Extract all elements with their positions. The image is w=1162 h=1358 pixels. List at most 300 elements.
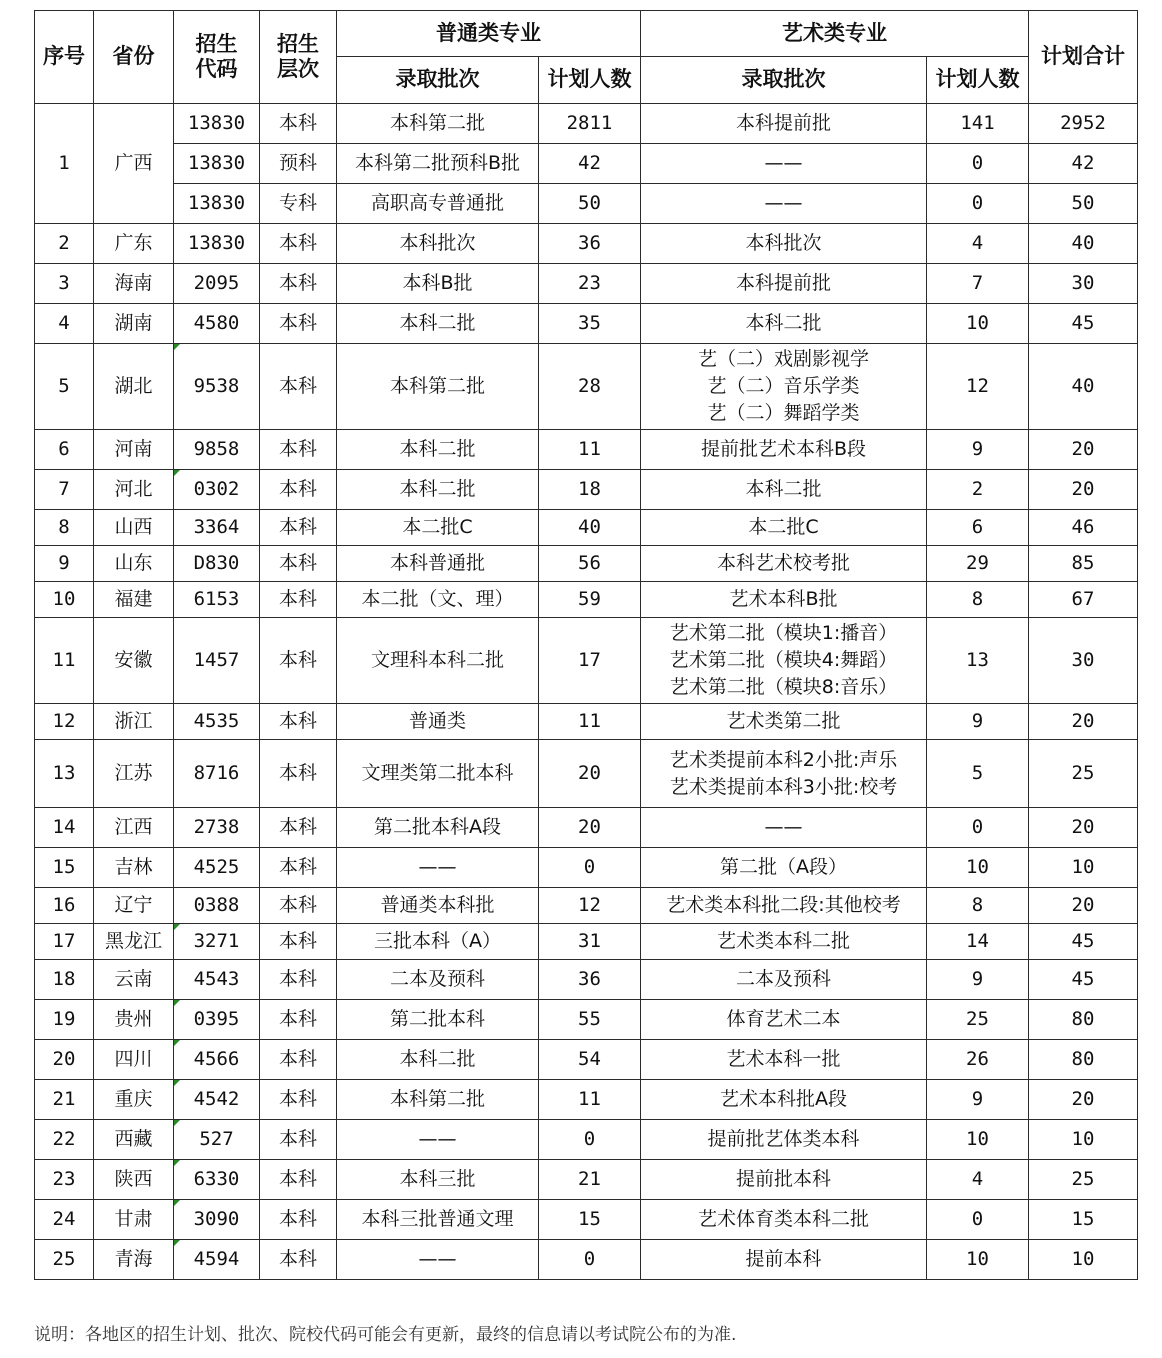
cell-general-batch: 普通类本科批 bbox=[337, 888, 539, 924]
cell-code: 4535 bbox=[174, 704, 260, 740]
cell-general-count: 17 bbox=[539, 618, 641, 704]
cell-seq: 19 bbox=[35, 1000, 94, 1040]
table-row bbox=[35, 470, 1138, 510]
table-row bbox=[35, 924, 1138, 960]
cell-art-count: 5 bbox=[927, 740, 1029, 808]
header-art-batch: 录取批次 bbox=[641, 57, 927, 104]
cell-level: 本科 bbox=[260, 1240, 337, 1280]
cell-general-batch: —— bbox=[337, 1240, 539, 1280]
cell-level: 本科 bbox=[260, 1000, 337, 1040]
cell-level: 本科 bbox=[260, 808, 337, 848]
cell-general-count: 54 bbox=[539, 1040, 641, 1080]
cell-total: 80 bbox=[1029, 1000, 1138, 1040]
cell-art-batch bbox=[641, 888, 927, 924]
cell-general-count: 31 bbox=[539, 924, 641, 960]
art-batch-line: 艺术第二批（模块8:音乐） bbox=[669, 676, 898, 698]
cell-total: 10 bbox=[1029, 848, 1138, 888]
art-batch-line: 艺术本科B批 bbox=[729, 588, 838, 611]
cell-province: 浙江 bbox=[94, 704, 174, 740]
cell-general-count: 55 bbox=[539, 1000, 641, 1040]
table-row bbox=[35, 1040, 1138, 1080]
cell-art-count: 8 bbox=[927, 888, 1029, 924]
cell-total: 20 bbox=[1029, 430, 1138, 470]
cell-total: 45 bbox=[1029, 924, 1138, 960]
cell-province: 贵州 bbox=[94, 1000, 174, 1040]
cell-art-count: 2 bbox=[927, 470, 1029, 510]
cell-province: 河北 bbox=[94, 470, 174, 510]
cell-art-count: 10 bbox=[927, 304, 1029, 344]
header-general-group: 普通类专业 bbox=[337, 11, 641, 57]
cell-general-count: 59 bbox=[539, 582, 641, 618]
cell-general-batch: 本二批C bbox=[337, 510, 539, 546]
cell-total: 50 bbox=[1029, 184, 1138, 224]
table-row bbox=[35, 808, 1138, 848]
art-batch-line: 提前批本科 bbox=[735, 1168, 831, 1191]
cell-seq: 24 bbox=[35, 1200, 94, 1240]
art-batch-line: 艺术类提前本科2小批:声乐 bbox=[669, 748, 898, 771]
cell-art-count: 9 bbox=[927, 430, 1029, 470]
cell-art-batch bbox=[641, 510, 927, 546]
cell-code: 4594 bbox=[174, 1240, 260, 1280]
cell-general-count: 12 bbox=[539, 888, 641, 924]
cell-total: 20 bbox=[1029, 888, 1138, 924]
cell-total: 45 bbox=[1029, 960, 1138, 1000]
cell-seq: 10 bbox=[35, 582, 94, 618]
cell-total: 85 bbox=[1029, 546, 1138, 582]
cell-general-count: 35 bbox=[539, 304, 641, 344]
art-batch-line: —— bbox=[764, 192, 803, 215]
cell-art-count: 14 bbox=[927, 924, 1029, 960]
footnote: 说明：各地区的招生计划、批次、院校代码可能会有更新，最终的信息请以考试院公布的为准. bbox=[34, 1325, 737, 1345]
cell-province: 四川 bbox=[94, 1040, 174, 1080]
cell-general-batch: 本科第二批预科B批 bbox=[337, 144, 539, 184]
table-row bbox=[35, 510, 1138, 546]
cell-code: 0388 bbox=[174, 888, 260, 924]
cell-code: 6330 bbox=[174, 1160, 260, 1200]
cell-province: 西藏 bbox=[94, 1120, 174, 1160]
cell-general-batch: 本科第二批 bbox=[337, 1080, 539, 1120]
cell-level: 预科 bbox=[260, 144, 337, 184]
cell-level: 本科 bbox=[260, 1080, 337, 1120]
cell-code: 3090 bbox=[174, 1200, 260, 1240]
cell-general-count: 2811 bbox=[539, 104, 641, 144]
art-batch-line: 艺（二）音乐学类 bbox=[707, 375, 860, 397]
cell-level: 本科 bbox=[260, 1040, 337, 1080]
art-batch-line: 艺术类本科批二段:其他校考 bbox=[666, 894, 901, 917]
cell-art-count: 9 bbox=[927, 1080, 1029, 1120]
cell-code: 3271 bbox=[174, 924, 260, 960]
cell-general-batch: 本科二批 bbox=[337, 470, 539, 510]
table-row bbox=[35, 740, 1138, 808]
cell-general-batch: 本科普通批 bbox=[337, 546, 539, 582]
cell-province: 云南 bbox=[94, 960, 174, 1000]
cell-general-count: 11 bbox=[539, 1080, 641, 1120]
cell-province: 福建 bbox=[94, 582, 174, 618]
art-batch-line: —— bbox=[764, 152, 803, 175]
cell-general-batch: 本科二批 bbox=[337, 1040, 539, 1080]
cell-code: D830 bbox=[174, 546, 260, 582]
table-row bbox=[35, 224, 1138, 264]
cell-art-batch bbox=[641, 1160, 927, 1200]
cell-art-batch bbox=[641, 924, 927, 960]
cell-seq: 11 bbox=[35, 618, 94, 704]
art-batch-line: 本科艺术校考批 bbox=[716, 552, 850, 575]
table-row bbox=[35, 888, 1138, 924]
table-row bbox=[35, 960, 1138, 1000]
cell-code: 3364 bbox=[174, 510, 260, 546]
cell-total: 45 bbox=[1029, 304, 1138, 344]
cell-general-count: 40 bbox=[539, 510, 641, 546]
cell-art-count: 10 bbox=[927, 1240, 1029, 1280]
cell-general-count: 56 bbox=[539, 546, 641, 582]
cell-art-batch bbox=[641, 184, 927, 224]
table-row bbox=[35, 618, 1138, 704]
art-batch-line: 提前本科 bbox=[745, 1248, 822, 1271]
cell-total: 10 bbox=[1029, 1240, 1138, 1280]
cell-general-count: 18 bbox=[539, 470, 641, 510]
cell-seq: 13 bbox=[35, 740, 94, 808]
art-batch-line: 艺术类本科二批 bbox=[716, 930, 850, 953]
cell-art-count: 25 bbox=[927, 1000, 1029, 1040]
cell-general-batch: 本科三批普通文理 bbox=[337, 1200, 539, 1240]
table-row bbox=[35, 1160, 1138, 1200]
cell-art-batch bbox=[641, 224, 927, 264]
table-row bbox=[35, 848, 1138, 888]
cell-art-batch bbox=[641, 1000, 927, 1040]
cell-general-count: 0 bbox=[539, 1240, 641, 1280]
header-level: 招生 层次 bbox=[260, 11, 337, 104]
cell-code: 13830 bbox=[174, 144, 260, 184]
cell-code: 13830 bbox=[174, 224, 260, 264]
enrollment-plan-table bbox=[34, 10, 1138, 1280]
art-batch-line: 二本及预科 bbox=[735, 968, 831, 991]
cell-general-count: 0 bbox=[539, 848, 641, 888]
cell-seq: 8 bbox=[35, 510, 94, 546]
cell-code: 4566 bbox=[174, 1040, 260, 1080]
table-row bbox=[35, 1080, 1138, 1120]
cell-art-batch bbox=[641, 1120, 927, 1160]
cell-general-count: 20 bbox=[539, 808, 641, 848]
cell-level: 本科 bbox=[260, 960, 337, 1000]
cell-seq: 21 bbox=[35, 1080, 94, 1120]
cell-code: 13830 bbox=[174, 104, 260, 144]
cell-seq: 16 bbox=[35, 888, 94, 924]
art-batch-line: 艺术类提前本科3小批:校考 bbox=[669, 775, 898, 798]
cell-art-batch bbox=[641, 104, 927, 144]
header-general-batch: 录取批次 bbox=[337, 57, 539, 104]
cell-art-count: 10 bbox=[927, 848, 1029, 888]
cell-province: 山东 bbox=[94, 546, 174, 582]
cell-level: 本科 bbox=[260, 582, 337, 618]
cell-code: 13830 bbox=[174, 184, 260, 224]
cell-general-batch: 本科二批 bbox=[337, 430, 539, 470]
cell-general-batch: 本科三批 bbox=[337, 1160, 539, 1200]
table-row bbox=[35, 344, 1138, 430]
cell-total: 40 bbox=[1029, 344, 1138, 430]
table-header bbox=[35, 11, 1138, 104]
cell-level: 本科 bbox=[260, 104, 337, 144]
cell-total: 80 bbox=[1029, 1040, 1138, 1080]
cell-general-count: 50 bbox=[539, 184, 641, 224]
cell-seq: 9 bbox=[35, 546, 94, 582]
cell-general-batch: 本科二批 bbox=[337, 304, 539, 344]
cell-code: 9858 bbox=[174, 430, 260, 470]
cell-general-batch: 第二批本科 bbox=[337, 1000, 539, 1040]
cell-art-count: 26 bbox=[927, 1040, 1029, 1080]
cell-province: 河南 bbox=[94, 430, 174, 470]
cell-art-count: 6 bbox=[927, 510, 1029, 546]
art-batch-line: 艺术本科一批 bbox=[726, 1048, 841, 1071]
art-batch-line: 艺（二）舞蹈学类 bbox=[707, 402, 860, 424]
cell-art-count: 10 bbox=[927, 1120, 1029, 1160]
cell-general-batch: 高职高专普通批 bbox=[337, 184, 539, 224]
cell-code: 0302 bbox=[174, 470, 260, 510]
cell-general-count: 20 bbox=[539, 740, 641, 808]
cell-art-batch bbox=[641, 1240, 927, 1280]
cell-code: 527 bbox=[174, 1120, 260, 1160]
table-row bbox=[35, 264, 1138, 304]
cell-level: 本科 bbox=[260, 224, 337, 264]
art-batch-line: 艺术类第二批 bbox=[726, 710, 841, 733]
cell-general-batch: —— bbox=[337, 848, 539, 888]
cell-level: 本科 bbox=[260, 924, 337, 960]
header-art-group: 艺术类专业 bbox=[641, 11, 1029, 57]
cell-province: 广西 bbox=[94, 104, 174, 224]
cell-general-count: 36 bbox=[539, 224, 641, 264]
cell-art-batch bbox=[641, 1200, 927, 1240]
cell-art-count: 0 bbox=[927, 1200, 1029, 1240]
cell-general-batch: 普通类 bbox=[337, 704, 539, 740]
cell-level: 本科 bbox=[260, 546, 337, 582]
cell-seq: 22 bbox=[35, 1120, 94, 1160]
cell-general-batch: 本科第二批 bbox=[337, 344, 539, 430]
cell-province: 吉林 bbox=[94, 848, 174, 888]
cell-province: 辽宁 bbox=[94, 888, 174, 924]
cell-art-batch bbox=[641, 1040, 927, 1080]
cell-general-count: 11 bbox=[539, 430, 641, 470]
art-batch-line: 第二批（A段） bbox=[720, 856, 847, 879]
cell-general-count: 0 bbox=[539, 1120, 641, 1160]
cell-art-count: 141 bbox=[927, 104, 1029, 144]
cell-general-batch: 本科B批 bbox=[337, 264, 539, 304]
art-batch-line: 本科二批 bbox=[745, 312, 822, 335]
art-batch-line: 本科批次 bbox=[745, 232, 822, 255]
cell-art-count: 12 bbox=[927, 344, 1029, 430]
cell-province: 广东 bbox=[94, 224, 174, 264]
cell-province: 湖南 bbox=[94, 304, 174, 344]
cell-total: 10 bbox=[1029, 1120, 1138, 1160]
cell-total: 30 bbox=[1029, 264, 1138, 304]
cell-level: 本科 bbox=[260, 1120, 337, 1160]
cell-total: 42 bbox=[1029, 144, 1138, 184]
cell-seq: 17 bbox=[35, 924, 94, 960]
art-batch-line: —— bbox=[764, 816, 803, 839]
cell-total: 25 bbox=[1029, 740, 1138, 808]
cell-level: 本科 bbox=[260, 1160, 337, 1200]
cell-art-batch bbox=[641, 304, 927, 344]
art-batch-line: 艺术第二批（模块1:播音） bbox=[669, 622, 898, 644]
cell-general-count: 28 bbox=[539, 344, 641, 430]
cell-general-batch: 三批本科（A） bbox=[337, 924, 539, 960]
cell-code: 4542 bbox=[174, 1080, 260, 1120]
header-seq: 序号 bbox=[35, 11, 94, 104]
table-row bbox=[35, 546, 1138, 582]
cell-art-batch bbox=[641, 264, 927, 304]
cell-general-count: 23 bbox=[539, 264, 641, 304]
table-row bbox=[35, 1120, 1138, 1160]
cell-seq: 12 bbox=[35, 704, 94, 740]
cell-level: 本科 bbox=[260, 618, 337, 704]
cell-total: 30 bbox=[1029, 618, 1138, 704]
cell-level: 本科 bbox=[260, 848, 337, 888]
cell-seq: 25 bbox=[35, 1240, 94, 1280]
cell-total: 20 bbox=[1029, 470, 1138, 510]
cell-seq: 2 bbox=[35, 224, 94, 264]
cell-general-count: 42 bbox=[539, 144, 641, 184]
table-row bbox=[35, 184, 1138, 224]
cell-province: 重庆 bbox=[94, 1080, 174, 1120]
cell-code: 1457 bbox=[174, 618, 260, 704]
cell-art-batch bbox=[641, 546, 927, 582]
cell-level: 本科 bbox=[260, 510, 337, 546]
cell-province: 湖北 bbox=[94, 344, 174, 430]
cell-level: 专科 bbox=[260, 184, 337, 224]
cell-art-batch bbox=[641, 470, 927, 510]
cell-general-batch: 二本及预科 bbox=[337, 960, 539, 1000]
cell-general-count: 36 bbox=[539, 960, 641, 1000]
cell-province: 黑龙江 bbox=[94, 924, 174, 960]
cell-seq: 15 bbox=[35, 848, 94, 888]
cell-total: 40 bbox=[1029, 224, 1138, 264]
cell-code: 2095 bbox=[174, 264, 260, 304]
art-batch-line: 提前批艺体类本科 bbox=[707, 1128, 860, 1151]
cell-seq: 1 bbox=[35, 104, 94, 224]
cell-art-batch bbox=[641, 430, 927, 470]
cell-seq: 23 bbox=[35, 1160, 94, 1200]
art-batch-line: 本科二批 bbox=[745, 478, 822, 501]
cell-code: 4543 bbox=[174, 960, 260, 1000]
cell-art-batch bbox=[641, 704, 927, 740]
cell-general-batch: —— bbox=[337, 1120, 539, 1160]
cell-total: 20 bbox=[1029, 1080, 1138, 1120]
header-code: 招生 代码 bbox=[174, 11, 260, 104]
cell-code: 2738 bbox=[174, 808, 260, 848]
header-art-count: 计划人数 bbox=[927, 57, 1029, 104]
cell-total: 25 bbox=[1029, 1160, 1138, 1200]
cell-art-batch bbox=[641, 344, 927, 430]
cell-art-batch bbox=[641, 144, 927, 184]
art-batch-line: 本科提前批 bbox=[735, 112, 831, 135]
art-batch-line: 艺术第二批（模块4:舞蹈） bbox=[669, 649, 898, 671]
cell-general-count: 11 bbox=[539, 704, 641, 740]
art-batch-line: 体育艺术二本 bbox=[726, 1008, 841, 1031]
cell-province: 青海 bbox=[94, 1240, 174, 1280]
cell-province: 江西 bbox=[94, 808, 174, 848]
cell-art-count: 4 bbox=[927, 224, 1029, 264]
cell-level: 本科 bbox=[260, 430, 337, 470]
cell-art-batch bbox=[641, 740, 927, 808]
cell-art-count: 13 bbox=[927, 618, 1029, 704]
cell-seq: 3 bbox=[35, 264, 94, 304]
cell-art-count: 29 bbox=[927, 546, 1029, 582]
cell-total: 67 bbox=[1029, 582, 1138, 618]
cell-level: 本科 bbox=[260, 740, 337, 808]
table-row bbox=[35, 430, 1138, 470]
cell-province: 山西 bbox=[94, 510, 174, 546]
table-row bbox=[35, 144, 1138, 184]
header-total: 计划合计 bbox=[1029, 11, 1138, 104]
cell-general-batch: 文理类第二批本科 bbox=[337, 740, 539, 808]
cell-general-count: 21 bbox=[539, 1160, 641, 1200]
cell-art-batch bbox=[641, 808, 927, 848]
table-row bbox=[35, 1240, 1138, 1280]
cell-general-batch: 本二批（文、理） bbox=[337, 582, 539, 618]
table-row bbox=[35, 1000, 1138, 1040]
cell-art-batch bbox=[641, 618, 927, 704]
cell-level: 本科 bbox=[260, 888, 337, 924]
header-general-count: 计划人数 bbox=[539, 57, 641, 104]
cell-code: 4525 bbox=[174, 848, 260, 888]
table-row bbox=[35, 104, 1138, 144]
cell-art-batch bbox=[641, 960, 927, 1000]
table-row bbox=[35, 304, 1138, 344]
cell-art-count: 4 bbox=[927, 1160, 1029, 1200]
cell-level: 本科 bbox=[260, 344, 337, 430]
cell-art-batch bbox=[641, 582, 927, 618]
cell-seq: 6 bbox=[35, 430, 94, 470]
cell-art-count: 0 bbox=[927, 184, 1029, 224]
cell-total: 20 bbox=[1029, 704, 1138, 740]
cell-general-batch: 文理科本科二批 bbox=[337, 618, 539, 704]
cell-code: 0395 bbox=[174, 1000, 260, 1040]
cell-art-count: 7 bbox=[927, 264, 1029, 304]
cell-general-batch: 本科批次 bbox=[337, 224, 539, 264]
cell-art-count: 9 bbox=[927, 960, 1029, 1000]
cell-total: 15 bbox=[1029, 1200, 1138, 1240]
table-row bbox=[35, 704, 1138, 740]
cell-art-count: 8 bbox=[927, 582, 1029, 618]
art-batch-line: 本二批C bbox=[748, 516, 819, 539]
cell-art-count: 0 bbox=[927, 144, 1029, 184]
cell-province: 江苏 bbox=[94, 740, 174, 808]
table-body bbox=[35, 104, 1138, 1280]
cell-code: 4580 bbox=[174, 304, 260, 344]
cell-total: 46 bbox=[1029, 510, 1138, 546]
cell-art-batch bbox=[641, 848, 927, 888]
art-batch-line: 艺术本科批A段 bbox=[720, 1088, 847, 1111]
art-batch-line: 本科提前批 bbox=[735, 272, 831, 295]
cell-art-count: 0 bbox=[927, 808, 1029, 848]
cell-seq: 5 bbox=[35, 344, 94, 430]
cell-art-count: 9 bbox=[927, 704, 1029, 740]
cell-seq: 18 bbox=[35, 960, 94, 1000]
cell-province: 安徽 bbox=[94, 618, 174, 704]
art-batch-line: 艺（二）戏剧影视学 bbox=[697, 348, 869, 370]
cell-province: 甘肃 bbox=[94, 1200, 174, 1240]
cell-total: 20 bbox=[1029, 808, 1138, 848]
cell-level: 本科 bbox=[260, 704, 337, 740]
cell-level: 本科 bbox=[260, 470, 337, 510]
cell-province: 陕西 bbox=[94, 1160, 174, 1200]
cell-code: 9538 bbox=[174, 344, 260, 430]
table-row bbox=[35, 1200, 1138, 1240]
cell-seq: 7 bbox=[35, 470, 94, 510]
art-batch-line: 艺术体育类本科二批 bbox=[697, 1208, 869, 1231]
cell-level: 本科 bbox=[260, 264, 337, 304]
cell-general-batch: 第二批本科A段 bbox=[337, 808, 539, 848]
cell-level: 本科 bbox=[260, 1200, 337, 1240]
cell-code: 6153 bbox=[174, 582, 260, 618]
